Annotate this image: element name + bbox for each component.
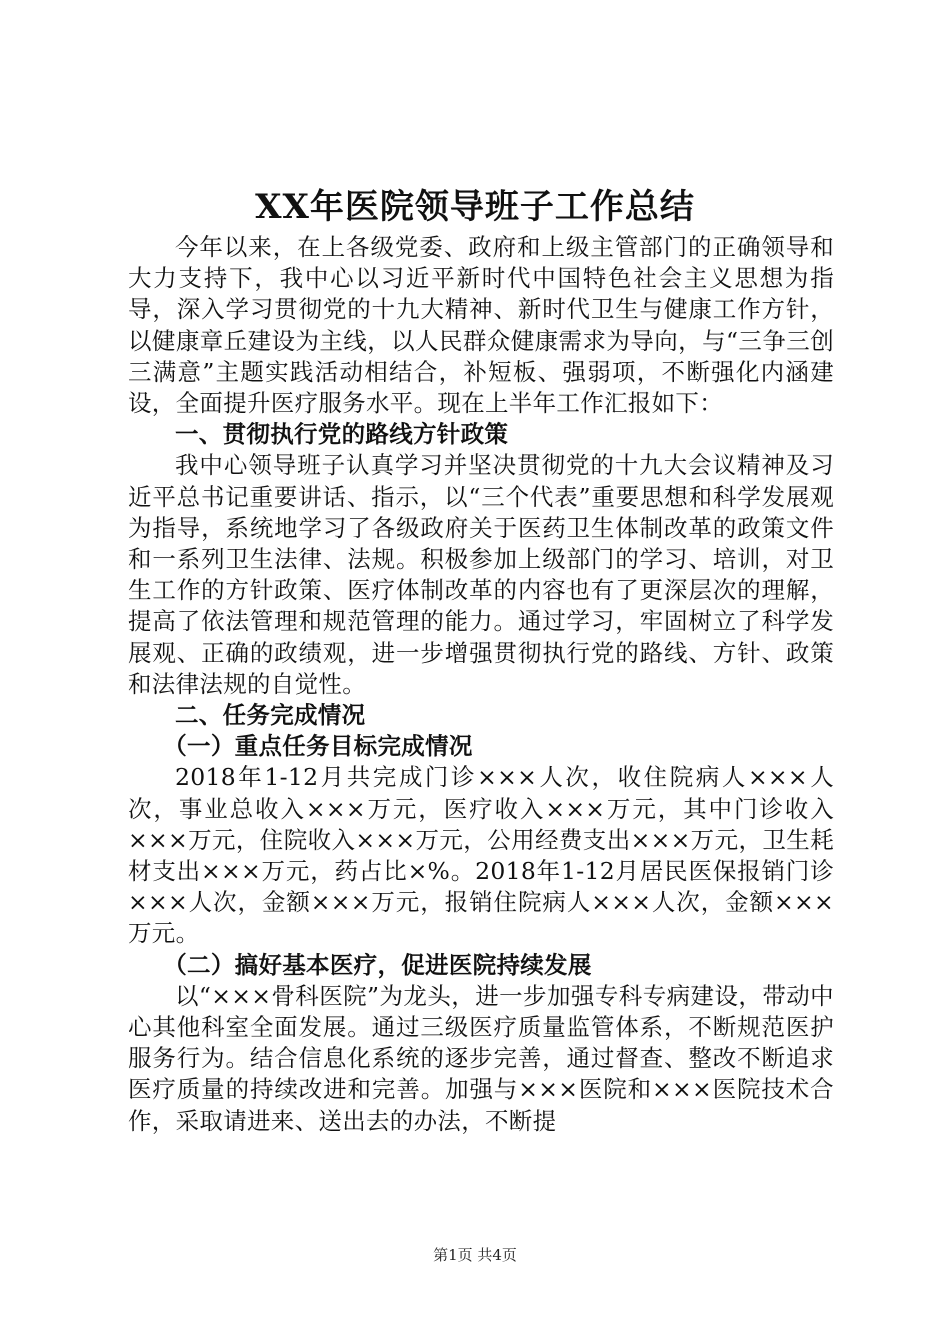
intro-paragraph: 今年以来，在上各级党委、政府和上级主管部门的正确领导和大力支持下，我中心以习近平新时代中国特色社会主义思想为指导，深入学习贯彻党的十九大精神、新时代卫生与健康工作方针，以健康章丘建设为主线，以人民群众健康需求为导向，与“三争三创三满意”主题实践活动相结合，补短板、强弱项，不断强化内涵建设，全面提升医疗服务水平。现在上半年工作汇报如下： <box>128 233 834 418</box>
subsection-1-paragraph: 2018年1-12月共完成门诊×××人次，收住院病人×××人次，事业总收入×××万元，医疗收入×××万元，其中门诊收入×××万元，住院收入×××万元，公用经费支出×××万元，卫生耗材支出×××万元，药占比×%。2018年1-12月居民医保报销门诊×××人次，金额×××万元，报销住院病人×××人次，金额×××万元。 <box>128 763 834 948</box>
section-heading-2: 二、任务完成情况 <box>175 701 366 730</box>
subsection-heading-2: （二）搞好基本医疗，促进医院持续发展 <box>163 950 592 979</box>
section-1-paragraph: 我中心领导班子认真学习并坚决贯彻党的十九大会议精神及习近平总书记重要讲话、指示，以“三个代表”重要思想和科学发展观为指导，系统地学习了各级政府关于医药卫生体制改革的政策文件和一系列卫生法律、法规。积极参加上级部门的学习、培训，对卫生工作的方针政策、医疗体制改革的内容也有了更深层次的理解，提高了依法管理和规范管理的能力。通过学习，牢固树立了科学发展观、正确的政绩观，进一步增强贯彻执行党的路线、方针、政策和法律法规的自觉性。 <box>128 451 834 698</box>
subsection-heading-1: （一）重点任务目标完成情况 <box>163 732 473 761</box>
section-heading-1: 一、贯彻执行党的路线方针政策 <box>175 420 509 449</box>
page-number-footer: 第1页 共4页 <box>433 1246 517 1264</box>
document-title: XX年医院领导班子工作总结 <box>255 187 695 227</box>
document-body <box>128 232 834 1137</box>
subsection-2-paragraph: 以“×××骨科医院”为龙头，进一步加强专科专病建设，带动中心其他科室全面发展。通过三级医疗质量监管体系，不断规范医护服务行为。结合信息化系统的逐步完善，通过督查、整改不断追求医疗质量的持续改进和完善。加强与×××医院和×××医院技术合作，采取请进来、送出去的办法，不断提 <box>128 981 834 1135</box>
